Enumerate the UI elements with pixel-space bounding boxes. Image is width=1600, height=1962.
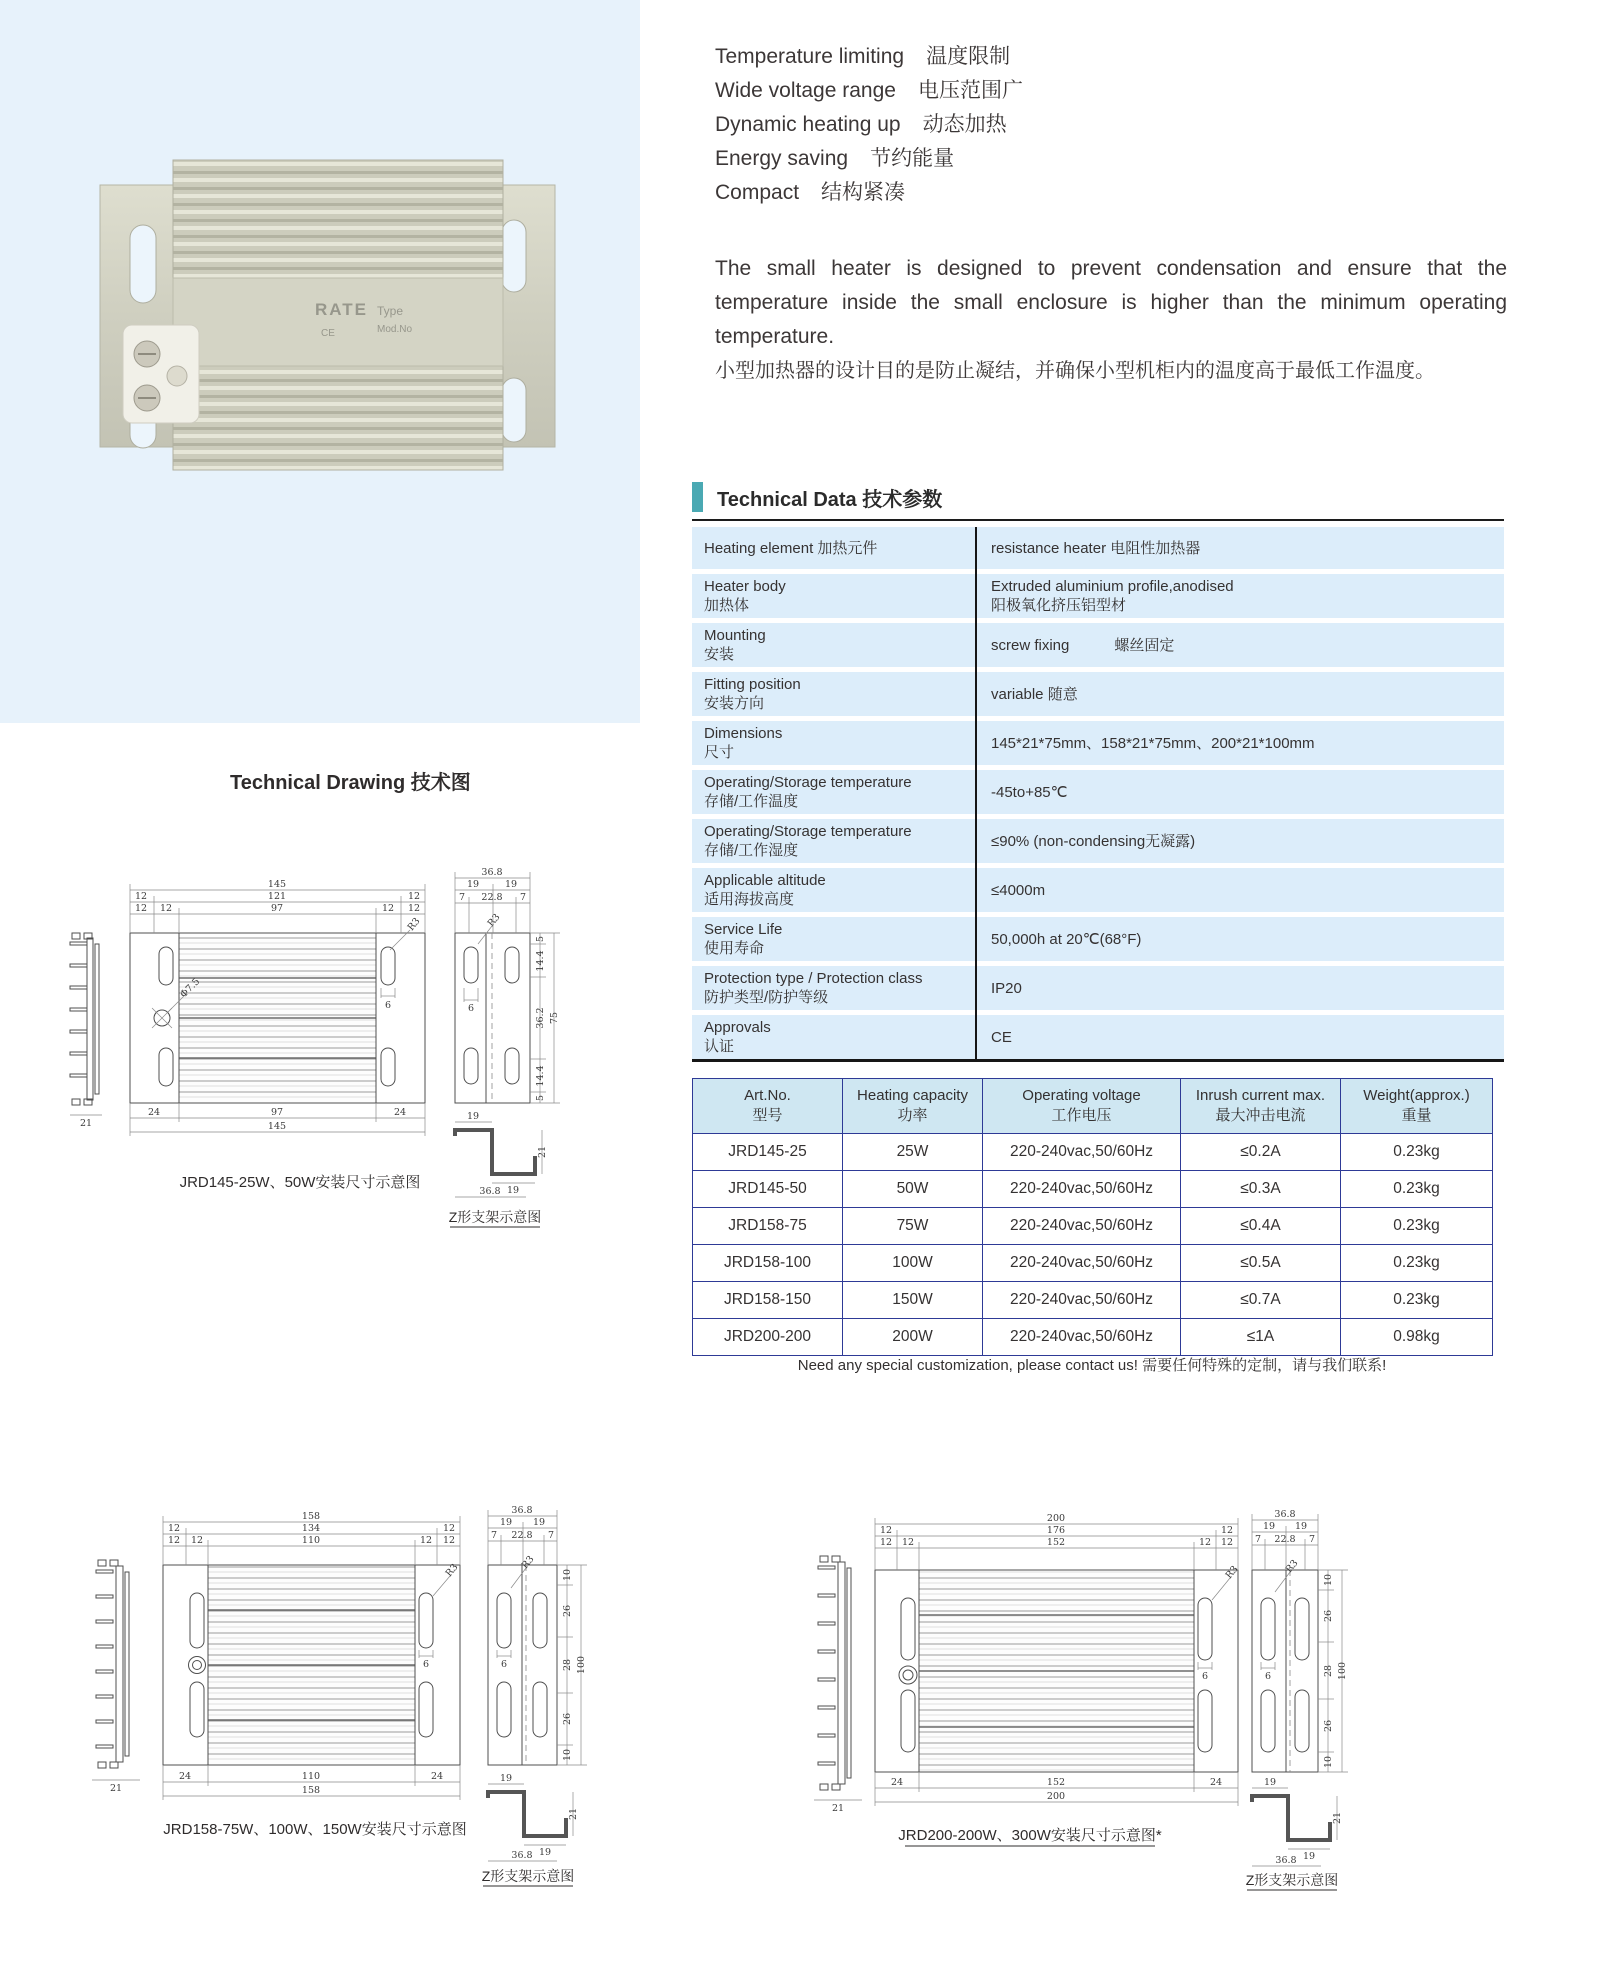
svg-text:21: 21 xyxy=(109,1783,123,1794)
tech-row xyxy=(692,966,1504,1010)
feature-item xyxy=(715,74,1023,108)
feature-cn: 结构紧凑 xyxy=(821,181,906,204)
svg-text:R3: R3 xyxy=(1223,1563,1241,1581)
svg-text:97: 97 xyxy=(270,1107,284,1118)
drawing-jrd200 xyxy=(800,1500,1500,1960)
dim-label: 145 xyxy=(267,879,287,890)
tech-value: resistance heater 电阻性加热器 xyxy=(991,539,1201,557)
svg-text:19: 19 xyxy=(466,879,480,890)
tech-row xyxy=(692,574,1504,618)
svg-text:158: 158 xyxy=(301,1511,321,1522)
svg-text:36.2: 36.2 xyxy=(535,1007,546,1029)
tech-label: Dimensions xyxy=(704,725,783,742)
svg-text:19: 19 xyxy=(1263,1777,1277,1788)
hero-section xyxy=(0,0,640,723)
art-no: JRD145-50 xyxy=(693,1171,843,1208)
svg-text:5: 5 xyxy=(535,1094,546,1102)
svg-text:7: 7 xyxy=(1308,1534,1316,1545)
tech-label: Mounting xyxy=(704,627,766,644)
tech-row xyxy=(692,623,1504,667)
side-view xyxy=(1252,1509,1348,1772)
svg-text:200: 200 xyxy=(1046,1513,1066,1524)
product-row: JRD158-100 100W 220-240vac,50/60Hz ≤0.5A 0.23kg xyxy=(693,1245,1493,1282)
svg-text:100: 100 xyxy=(576,1655,587,1675)
feature-en: Dynamic heating up xyxy=(715,113,901,136)
tech-label: Approvals xyxy=(704,1019,771,1036)
terminal-bushing xyxy=(167,366,187,386)
svg-text:12: 12 xyxy=(407,891,421,902)
svg-text:12: 12 xyxy=(134,891,148,902)
col-header: Heating capacity 功率 xyxy=(843,1079,983,1134)
feature-item xyxy=(715,176,1023,210)
svg-text:22.8: 22.8 xyxy=(481,892,503,903)
svg-text:26: 26 xyxy=(562,1604,573,1618)
tech-row xyxy=(692,819,1504,863)
svg-text:7: 7 xyxy=(519,892,527,903)
feature-cn: 电压范围广 xyxy=(917,79,1023,102)
svg-text:7: 7 xyxy=(458,892,466,903)
svg-text:12: 12 xyxy=(419,1535,433,1546)
svg-text:12: 12 xyxy=(879,1525,893,1536)
tech-value: CE xyxy=(991,1028,1012,1046)
svg-text:14.4: 14.4 xyxy=(535,1065,546,1087)
svg-text:19: 19 xyxy=(1302,1851,1316,1862)
art-no: JRD200-200 xyxy=(693,1319,843,1356)
svg-text:24: 24 xyxy=(890,1777,904,1788)
tech-table xyxy=(692,527,1504,1062)
svg-text:5: 5 xyxy=(535,935,546,943)
svg-text:145: 145 xyxy=(267,1121,287,1132)
profile-view xyxy=(814,1556,862,1814)
label-band xyxy=(173,278,503,366)
tech-label: Heating element 加热元件 xyxy=(704,539,878,557)
svg-text:36.8: 36.8 xyxy=(479,1186,501,1197)
section-header xyxy=(692,482,1504,521)
drawing-jrd145 xyxy=(40,860,600,1280)
svg-text:6: 6 xyxy=(1264,1671,1272,1682)
tech-label-cn: 安装方向 xyxy=(704,695,765,712)
svg-text:24: 24 xyxy=(147,1107,161,1118)
tech-row xyxy=(692,1015,1504,1059)
svg-text:10: 10 xyxy=(1323,1573,1334,1587)
svg-text:12: 12 xyxy=(901,1537,915,1548)
svg-text:36.8: 36.8 xyxy=(511,1850,533,1861)
profile-view xyxy=(70,933,102,1129)
col-header: Weight(approx.) 重量 xyxy=(1341,1079,1493,1134)
tech-row xyxy=(692,868,1504,912)
z-bracket-label: Z形支架示意图 xyxy=(481,1868,575,1884)
feature-en: Compact xyxy=(715,181,800,204)
dim-label: R3 xyxy=(405,915,423,933)
svg-text:26: 26 xyxy=(1323,1609,1334,1623)
tech-value-cn: 阳极氧化挤压铝型材 xyxy=(991,597,1127,614)
svg-text:R3: R3 xyxy=(1283,1557,1301,1575)
svg-text:12: 12 xyxy=(159,903,173,914)
tech-value: variable 随意 xyxy=(991,685,1078,703)
svg-text:R3: R3 xyxy=(519,1553,537,1571)
svg-text:24: 24 xyxy=(178,1771,192,1782)
svg-text:12: 12 xyxy=(1198,1537,1212,1548)
z-bracket-label: Z形支架示意图 xyxy=(1245,1872,1339,1888)
z-bracket-label: Z形支架示意图 xyxy=(448,1209,542,1225)
svg-text:21: 21 xyxy=(1332,1811,1343,1825)
svg-text:19: 19 xyxy=(1262,1521,1276,1532)
svg-text:6: 6 xyxy=(467,1003,475,1014)
tech-value: 50,000h at 20℃(68°F) xyxy=(991,930,1142,948)
ce-mark: CE xyxy=(321,328,335,339)
svg-text:36.8: 36.8 xyxy=(511,1505,533,1516)
tech-value: screw fixing 螺丝固定 xyxy=(991,636,1175,654)
svg-text:10: 10 xyxy=(1323,1755,1334,1769)
svg-text:12: 12 xyxy=(167,1523,181,1534)
svg-text:121: 121 xyxy=(267,891,287,902)
svg-text:10: 10 xyxy=(562,1568,573,1582)
tech-label-cn: 认证 xyxy=(704,1038,735,1055)
svg-text:12: 12 xyxy=(442,1523,456,1534)
tech-label: Service Life xyxy=(704,921,783,938)
svg-text:19: 19 xyxy=(532,1517,546,1528)
z-bracket-view xyxy=(482,1773,579,1886)
side-view xyxy=(455,867,560,1103)
svg-text:6: 6 xyxy=(1201,1671,1209,1682)
drawing-jrd158 xyxy=(60,1500,740,1960)
product-row: JRD200-200 200W 220-240vac,50/60Hz ≤1A 0.98kg xyxy=(693,1319,1493,1356)
svg-text:10: 10 xyxy=(562,1748,573,1762)
mounting-slot xyxy=(502,220,526,292)
svg-text:21: 21 xyxy=(537,1145,548,1159)
mounting-slot xyxy=(130,225,156,303)
svg-text:28: 28 xyxy=(562,1658,573,1672)
svg-text:75: 75 xyxy=(549,1011,560,1025)
section-title: Technical Data 技术参数 xyxy=(717,488,943,511)
svg-text:26: 26 xyxy=(1323,1719,1334,1733)
description-en: The small heater is designed to prevent condensation and ensure that the temperature inside the small enclosure is higher than the minimum operating temperature. xyxy=(715,257,1507,348)
tech-label-cn: 加热体 xyxy=(704,597,750,614)
tech-label: Heater body xyxy=(704,578,786,595)
svg-text:36.8: 36.8 xyxy=(481,867,503,878)
feature-en: Wide voltage range xyxy=(715,79,896,102)
svg-text:12: 12 xyxy=(190,1535,204,1546)
product-row: JRD145-25 25W 220-240vac,50/60Hz ≤0.2A 0.23kg xyxy=(693,1134,1493,1171)
svg-text:110: 110 xyxy=(301,1771,321,1782)
tech-label-cn: 存储/工作湿度 xyxy=(704,842,799,859)
side-view xyxy=(488,1505,587,1765)
svg-text:R3: R3 xyxy=(443,1561,461,1579)
feature-cn: 温度限制 xyxy=(926,45,1011,68)
front-view xyxy=(163,1511,461,1800)
dim-label: 21 xyxy=(79,1118,93,1129)
mounting-slot xyxy=(502,378,526,442)
svg-text:12: 12 xyxy=(167,1535,181,1546)
description-cn: 小型加热器的设计目的是防止凝结，并确保小型机柜内的温度高于最低工作温度。 xyxy=(715,360,1435,382)
drawing-section-title: Technical Drawing 技术图 xyxy=(230,772,471,794)
svg-text:200: 200 xyxy=(1046,1791,1066,1802)
terminal-block xyxy=(123,325,199,423)
tech-row xyxy=(692,527,1504,569)
description xyxy=(715,252,1507,388)
svg-text:22.8: 22.8 xyxy=(511,1530,533,1541)
feature-en: Energy saving xyxy=(715,147,849,170)
svg-text:7: 7 xyxy=(1254,1534,1262,1545)
svg-text:19: 19 xyxy=(1294,1521,1308,1532)
z-bracket-view xyxy=(449,1111,548,1227)
svg-text:12: 12 xyxy=(134,903,148,914)
tech-label-cn: 尺寸 xyxy=(704,744,735,761)
drawing-caption: JRD145-25W、50W安装尺寸示意图 xyxy=(179,1174,421,1191)
tech-label-cn: 适用海拔高度 xyxy=(704,891,795,908)
svg-text:24: 24 xyxy=(393,1107,407,1118)
svg-text:28: 28 xyxy=(1323,1664,1334,1678)
label-mod: Mod.No xyxy=(377,324,413,335)
svg-text:134: 134 xyxy=(301,1523,321,1534)
tech-label: Operating/Storage temperature xyxy=(704,774,912,791)
tech-value: ≤4000m xyxy=(991,881,1046,899)
tech-label-cn: 存储/工作温度 xyxy=(704,793,799,810)
product-photo xyxy=(85,130,575,500)
art-no: JRD145-25 xyxy=(693,1134,843,1171)
tech-value: Extruded aluminium profile,anodised xyxy=(991,578,1234,595)
svg-text:19: 19 xyxy=(506,1185,520,1196)
svg-text:12: 12 xyxy=(879,1537,893,1548)
feature-cn: 节约能量 xyxy=(870,147,955,170)
svg-text:12: 12 xyxy=(407,903,421,914)
svg-text:100: 100 xyxy=(1337,1661,1348,1681)
feature-en: Temperature limiting xyxy=(715,45,905,68)
tech-label: Protection type / Protection class xyxy=(704,970,923,987)
products-header-row xyxy=(693,1079,1493,1134)
tech-row xyxy=(692,770,1504,814)
drawing-caption: JRD200-200W、300W安装尺寸示意图* xyxy=(898,1827,1162,1844)
svg-text:176: 176 xyxy=(1046,1525,1066,1536)
label-type: Type xyxy=(377,304,404,318)
svg-text:6: 6 xyxy=(500,1659,508,1670)
svg-text:152: 152 xyxy=(1046,1777,1066,1788)
svg-text:19: 19 xyxy=(499,1773,513,1784)
profile-view xyxy=(92,1560,140,1794)
accent-bar xyxy=(692,482,703,512)
feature-cn: 动态加热 xyxy=(922,113,1007,136)
tech-label: Fitting position xyxy=(704,676,801,693)
tech-label-cn: 使用寿命 xyxy=(704,940,765,957)
svg-text:24: 24 xyxy=(430,1771,444,1782)
tech-row xyxy=(692,917,1504,961)
tech-label: Applicable altitude xyxy=(704,872,826,889)
products-table-wrap xyxy=(692,1078,1493,1356)
feature-list xyxy=(715,40,1023,210)
svg-text:26: 26 xyxy=(562,1712,573,1726)
tech-table-bottom-border xyxy=(692,1059,1504,1062)
svg-text:14.4: 14.4 xyxy=(535,950,546,972)
art-no: JRD158-75 xyxy=(693,1208,843,1245)
svg-text:7: 7 xyxy=(547,1530,555,1541)
feature-item xyxy=(715,40,1023,74)
z-bracket-view xyxy=(1246,1777,1343,1890)
tech-label-cn: 安装 xyxy=(704,646,735,663)
tech-row xyxy=(692,672,1504,716)
svg-text:110: 110 xyxy=(301,1535,321,1546)
drawing-caption: JRD158-75W、100W、150W安装尺寸示意图 xyxy=(163,1821,467,1838)
dim-label: 6 xyxy=(384,1000,392,1011)
svg-text:22.8: 22.8 xyxy=(1274,1534,1296,1545)
dim-label: Φ7.5 xyxy=(178,976,203,1001)
col-header: Operating voltage 工作电压 xyxy=(983,1079,1181,1134)
svg-text:R3: R3 xyxy=(485,911,503,929)
svg-text:97: 97 xyxy=(270,903,284,914)
tech-value: 145*21*75mm、158*21*75mm、200*21*100mm xyxy=(991,734,1315,752)
front-view xyxy=(130,879,425,1136)
svg-text:158: 158 xyxy=(301,1785,321,1796)
svg-text:19: 19 xyxy=(466,1111,480,1122)
brand-mark: RATE xyxy=(315,300,369,319)
svg-text:24: 24 xyxy=(1209,1777,1223,1788)
col-header: Inrush current max. 最大冲击电流 xyxy=(1181,1079,1341,1134)
svg-text:6: 6 xyxy=(422,1659,430,1670)
svg-text:12: 12 xyxy=(381,903,395,914)
products-table xyxy=(692,1078,1493,1356)
col-header: Art.No. 型号 xyxy=(693,1079,843,1134)
svg-text:19: 19 xyxy=(538,1847,552,1858)
svg-text:21: 21 xyxy=(831,1803,845,1814)
tech-label: Operating/Storage temperature xyxy=(704,823,912,840)
svg-text:36.8: 36.8 xyxy=(1274,1509,1296,1520)
svg-text:152: 152 xyxy=(1046,1537,1066,1548)
svg-text:19: 19 xyxy=(499,1517,513,1528)
svg-text:21: 21 xyxy=(568,1807,579,1821)
feature-item xyxy=(715,108,1023,142)
tech-row xyxy=(692,721,1504,765)
tech-label-cn: 防护类型/防护等级 xyxy=(704,989,829,1006)
customization-note: Need any special customization, please contact us! 需要任何特殊的定制，请与我们联系! xyxy=(797,1357,1387,1374)
art-no: JRD158-100 xyxy=(693,1245,843,1282)
tech-data-section xyxy=(692,482,1504,1062)
tech-value: ≤90% (non-condensing无凝露) xyxy=(991,832,1196,850)
svg-text:12: 12 xyxy=(442,1535,456,1546)
product-row: JRD158-150 150W 220-240vac,50/60Hz ≤0.7A 0.23kg xyxy=(693,1282,1493,1319)
product-row: JRD145-50 50W 220-240vac,50/60Hz ≤0.3A 0.23kg xyxy=(693,1171,1493,1208)
tech-value: IP20 xyxy=(991,979,1022,997)
feature-item xyxy=(715,142,1023,176)
svg-text:12: 12 xyxy=(1220,1537,1234,1548)
front-view xyxy=(875,1513,1241,1806)
art-no: JRD158-150 xyxy=(693,1282,843,1319)
product-row: JRD158-75 75W 220-240vac,50/60Hz ≤0.4A 0.23kg xyxy=(693,1208,1493,1245)
svg-text:36.8: 36.8 xyxy=(1275,1855,1297,1866)
tech-value: -45to+85℃ xyxy=(991,783,1068,801)
svg-text:7: 7 xyxy=(490,1530,498,1541)
svg-text:12: 12 xyxy=(1220,1525,1234,1536)
svg-text:19: 19 xyxy=(504,879,518,890)
